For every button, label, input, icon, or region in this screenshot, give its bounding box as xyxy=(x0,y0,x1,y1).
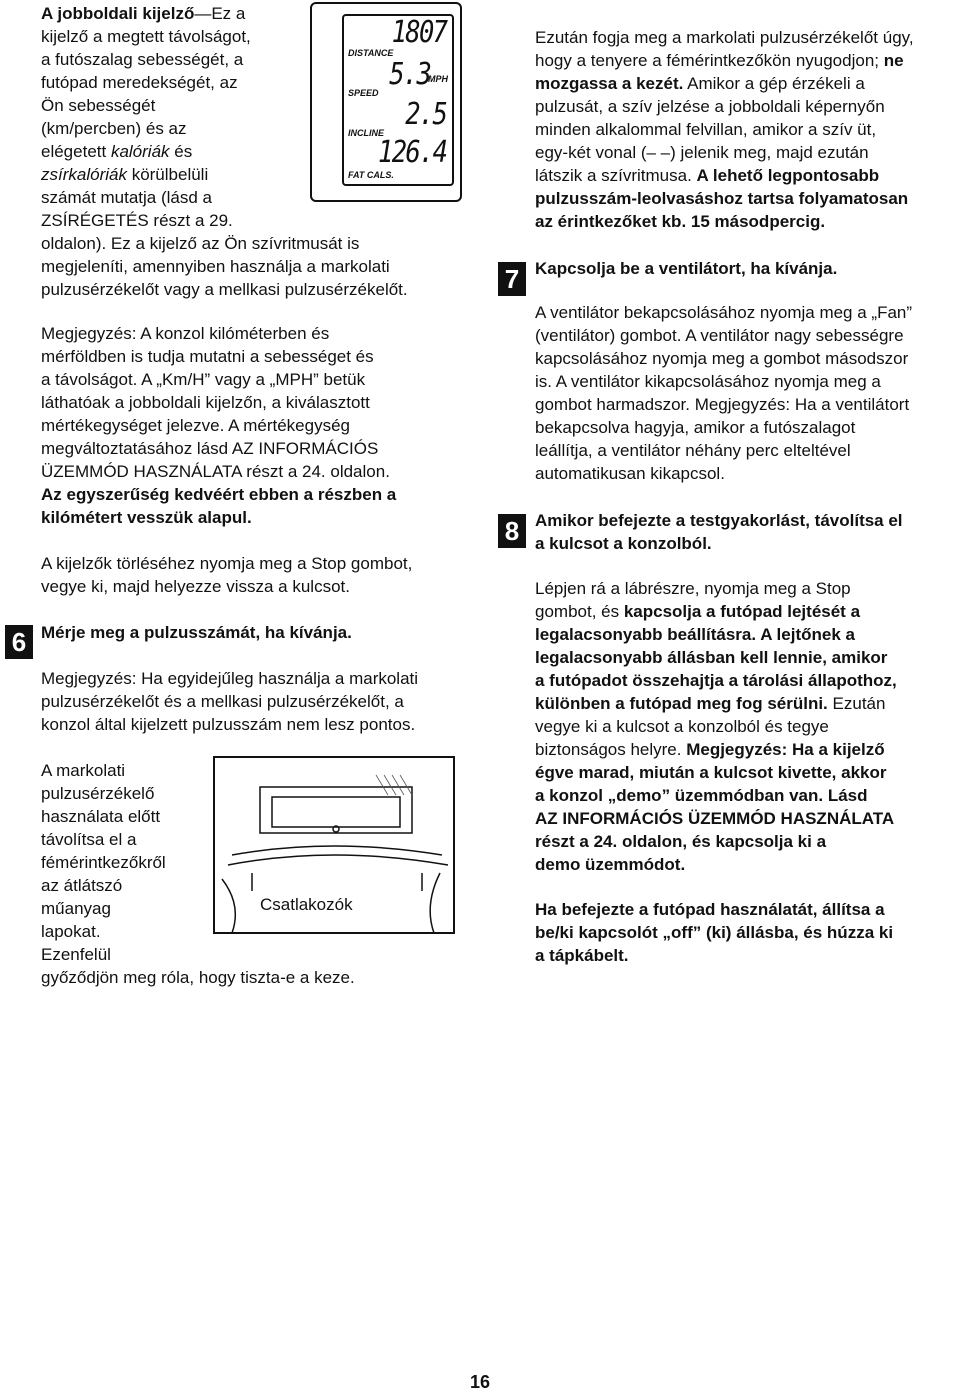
step-6-note: Megjegyzés: Ha egyidejűleg használja a markolati pulzusérzékelőt és a mellkasi pulzusérzékelőt, a konzol által kijelzett pulzusszám nem lesz pontos. xyxy=(41,669,419,734)
lcd-screen xyxy=(342,14,454,186)
right-display-illustration xyxy=(310,2,462,202)
speed-value: 5.3 xyxy=(389,57,430,92)
incline-value: 2.5 xyxy=(405,97,446,132)
step-6-title: Mérje meg a pulzusszámát, ha kívánja. xyxy=(41,623,352,642)
intro-heading: A jobboldali kijelző xyxy=(41,4,195,23)
step-8-number: 8 xyxy=(498,514,526,548)
step-6-continuation: Ezután fogja meg a markolati pulzusérzékelőt úgy, hogy a tenyere a fémérintkezőkön nyugodjon; ne mozgassa a kezét. Amikor a gép érzékeli a pulzusát, a szív jelzése a jobboldali képernyőn minden alkalommal felvillan, amikor a szív üt, egy-két vonal (– –) jelenik meg, majd ezután látszik a szívritmusa. A lehető legpontosabb pulzusszám-leolvasáshoz tartsa folyamatosan az érintkezőket kb. 15 másodpercig. xyxy=(535,28,914,231)
distance-value: 1807 xyxy=(391,15,446,50)
speed-label: SPEED xyxy=(348,88,379,98)
distance-label: DISTANCE xyxy=(348,48,394,58)
page-number: 16 xyxy=(469,1372,491,1392)
step-8-title: Amikor befejezte a testgyakorlást, távolítsa el a kulcsot a konzolból. xyxy=(535,511,903,553)
intro-paragraph: A jobboldali kijelző—Ez a kijelző a megtett távolságot, a futószalag sebességét, a futópad meredekségét, az Ön sebességét (km/percben) és az elégetett kalóriák és zsírkalóriák körülbelüli számát mutatja (lásd a ZSÍRÉGETÉS részt a 29. oldalon). Ez a kijelző az Ön szívritmusát is megjeleníti, amennyiben használja a markolati pulzusérzékelőt vagy a mellkasi pulzusérzékelőt. xyxy=(41,4,408,299)
step-7-title: Kapcsolja be a ventilátort, ha kívánja. xyxy=(535,259,838,278)
step-6-body: A markolati pulzusérzékelő használata előtt távolítsa el a fémérintkezőkről az átlátszó műanyag lapokat. Ezenfelül győződjön meg róla, hogy tiszta-e a keze. xyxy=(41,761,355,987)
fatcals-label: FAT CALS. xyxy=(348,170,394,180)
final-instruction: Ha befejezte a futópad használatát, állítsa a be/ki kapcsolót „off” (ki) állásba, és húzza ki a tápkábelt. xyxy=(535,900,894,965)
speed-unit: MPH xyxy=(428,74,448,84)
step-7-number: 7 xyxy=(498,262,526,296)
figure-label-connectors: Csatlakozók xyxy=(260,895,353,914)
clear-displays-text: A kijelzők törléséhez nyomja meg a Stop gombot, vegye ki, majd helyezze vissza a kulcsot. xyxy=(41,554,413,596)
unit-note: Megjegyzés: A konzol kilóméterben és mérföldben is tudja mutatni a sebességet és a távolságot. A „Km/H” vagy a „MPH” betük láthatóak a jobboldali kijelzőn, a kiválasztott mértékegységet jelezve. A mértékegység megváltoztatásához lásd AZ INFORMÁCIÓS ÜZEMMÓD HASZNÁLATA részt a 24. oldalon. Az egyszerűség kedvéért ebben a részben a kilómétert vesszük alapul. xyxy=(41,324,397,527)
step-8-body: Lépjen rá a lábrészre, nyomja meg a Stop gombot, és kapcsolja a futópad lejtését a legalacsonyabb beállításra. A lejtőnek a legalacsonyabb állásban kell lennie, amikor a futópadot összehajtja a tárolási állapothoz, különben a futópad meg fog sérülni. Ezután vegye ki a kulcsot a konzolból és tegye biztonságos helyre. Megjegyzés: Ha a kijelző égve marad, miután a kulcsot kivette, akkor a konzol „demo” üzemmódban van. Lásd AZ INFORMÁCIÓS ÜZEMMÓD HASZNÁLATA részt a 24. oldalon, és kapcsolja ki a demo üzemmódot. xyxy=(535,579,897,874)
step-6-number: 6 xyxy=(5,625,33,659)
incline-label: INCLINE xyxy=(348,128,384,138)
fatcals-value: 126.4 xyxy=(377,135,446,170)
step-7-body: A ventilátor bekapcsolásához nyomja meg a „Fan” (ventilátor) gombot. A ventilátor nagy sebességre kapcsolásához nyomja meg a gombot másodszor is. A ventilátor kikapcsolásához nyomja meg a gombot harmadszor. Megjegyzés: Ha a ventilátort bekapcsolva hagyja, amikor a futószalagot leállítja, a ventilátor néhány perc elteltével automatikusan kikapcsol. xyxy=(535,303,913,483)
